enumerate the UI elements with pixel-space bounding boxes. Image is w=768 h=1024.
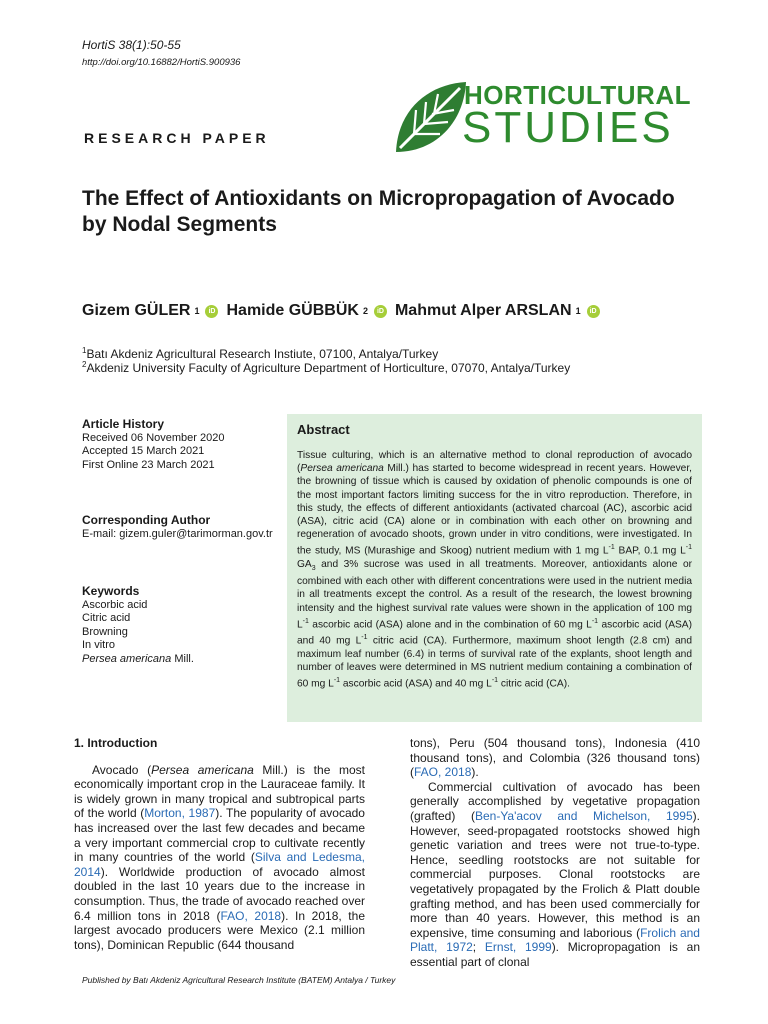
journal-logo: [390, 78, 710, 158]
keyword-item: In vitro: [82, 639, 116, 651]
paper-title: The Effect of Antioxidants on Micropropagation of Avocado by Nodal Segments: [82, 187, 675, 236]
intro-heading: 1. Introduction: [74, 736, 158, 750]
section-label: RESEARCH PAPER: [84, 130, 270, 146]
citation-link[interactable]: Ernst, 1999: [484, 940, 552, 955]
body-column-right: [410, 736, 700, 970]
citation-link[interactable]: FAO, 2018: [414, 765, 472, 780]
affiliation-2: $^2$Akdeniz University Faculty of Agriculture Department of Horticulture, 07070, Antalya/Turkey: [82, 360, 571, 375]
author-name: Gizem GÜLER: [82, 302, 191, 319]
article-history: [82, 418, 287, 472]
accepted-date: Accepted 15 March 2021: [82, 445, 205, 457]
keyword-item: Browning: [82, 625, 128, 638]
author-name: Mahmut Alper ARSLAN: [394, 302, 572, 319]
orcid-icon[interactable]: iD: [587, 305, 600, 318]
author-name: Hamide GÜBBÜK: [226, 302, 359, 319]
logo-line2: STUDIES: [462, 103, 674, 152]
body-column-left: [74, 736, 365, 952]
abstract-box: [287, 414, 702, 722]
intro-paragraph-cont: tons), Peru (504 thousand tons), Indonesia (410 thousand tons), and Colombia (326 thousand tons) (FAO, 2018).: [410, 736, 700, 780]
leaf-icon: [390, 78, 470, 158]
orcid-icon[interactable]: iD: [374, 305, 387, 318]
corresponding-heading: Corresponding Author: [82, 513, 211, 527]
citation-link[interactable]: Frolich and Platt, 1972: [410, 925, 700, 955]
author-aff: 1: [194, 306, 200, 316]
keywords-heading: Keywords: [82, 584, 140, 598]
author-aff: 1: [575, 306, 581, 316]
orcid-icon[interactable]: iD: [205, 305, 218, 318]
online-date: First Online 23 March 2021: [82, 458, 215, 471]
citation-link[interactable]: Ben-Ya'acov and Michelson, 1995: [474, 808, 693, 823]
abstract-text: Tissue culturing, which is an alternative method to clonal reproduction of avocado (Persea americana Mill.) has started to become widespread in recent years. However, the browning of tissue which is caused by oxidation of phenolic compounds is one of the most important factors limiting success for the in vitro reproduction. Therefore, in this study, the effects of different antioxidants (activated charcoal (AC), ascorbic acid (ASA), citric acid (CA) alone or in combination with each other on browning and regeneration of avocado shoots, grown under in vitro conditions, were investigated. In the study, MS (Murashige and Skoog) nutrient medium with 1 mg $L^{-1}$ BAP, 0.1 mg $L^{-1}$ $GA_3$ and 3% sucrose was used in all treatments. Moreover, antioxidants alone or combined with each other with different concentrations were used in the nutrient media in all treatments except the control. As a result of the research, the lowest browning intensity and the highest survival rate values were shown in the application of 100 mg $L^{-1}$ ascorbic acid (ASA) alone and in the combination of 60 mg $L^{-1}$ ascorbic acid (ASA) and 40 mg $L^{-1}$ citric acid (CA). Furthermore, maximum shoot length (2.8 cm) and maximum leaf number (6.4) in terms of survival rate of the explants, shoot length and number of leaves were determined in MS nutrient medium containing a combination of 60 mg $L^{-1}$ ascorbic acid (ASA) and 40 mg $L^{-1}$ citric acid (CA).: [297, 450, 692, 690]
intro-paragraph: Commercial cultivation of avocado has been generally accomplished by vegetative propagation (grafted) (Ben-Ya'acov and Michelson, 1995). However, seed-propagated rootstocks showed high genetic variation and trees were not true-to-type. Hence, seedling rootstocks are not suitable for commercial purposes. Clonal rootstocks are vegetatively propagated by the Frolich & Platt double grafting method, and has been used commercially for more than 40 years. However, this method is an expensive, time consuming and laborious (Frolich and Platt, 1972; Ernst, 1999). Micropropagation is an essential part of clonal: [410, 779, 701, 969]
citation-link[interactable]: FAO, 2018: [220, 908, 282, 923]
logo-line1: HORTICULTURAL: [464, 80, 691, 110]
author-aff: 2: [362, 306, 368, 316]
keyword-item: Ascorbic acid: [82, 598, 148, 611]
corresponding-email[interactable]: E-mail: gizem.guler@tarimorman.gov.tr: [82, 527, 273, 540]
article-history-heading: Article History: [82, 417, 165, 431]
keyword-item: Citric acid: [82, 612, 131, 624]
corresponding-author: [82, 514, 287, 541]
keyword-item: Persea americana Mill.: [82, 652, 194, 665]
intro-paragraph: Avocado (Persea americana Mill.) is the most economically important crop in the Lauraceae family. It is widely grown in many tropical and subtropical parts of the world (Morton, 1987). The popularity of avocado has increased over the last few decades and became a very important commercial crop to cultivate recently in many countries of the world (Silva and Ledesma, 2014). Worldwide production of avocado almost doubled in the last 10 years due to the increase in consumption. Thus, the trade of avocado reached over 6.4 million tons in 2018 (FAO, 2018). In 2018, the largest avocado producers were Mexico (2.1 million tons), Dominican Republic (644 thousand: [74, 762, 365, 952]
abstract-heading: Abstract: [297, 422, 350, 437]
received-date: Received 06 November 2020: [82, 431, 225, 444]
keywords: [82, 585, 287, 666]
doi-link[interactable]: http://doi.org/10.16882/HortiS.900936: [82, 57, 241, 68]
affiliation-1: $^1$Batı Akdeniz Agricultural Research Instiute, 07100, Antalya/Turkey: [82, 346, 439, 361]
citation-link[interactable]: Silva and Ledesma, 2014: [74, 850, 365, 879]
publisher-footer: Published by Batı Akdeniz Agricultural Research Institute (BATEM) Antalya / Turkey: [82, 975, 396, 985]
citation-link[interactable]: Morton, 1987: [144, 806, 216, 821]
author-list: [82, 302, 604, 320]
journal-citation: HortiS 38(1):50-55: [82, 38, 181, 52]
